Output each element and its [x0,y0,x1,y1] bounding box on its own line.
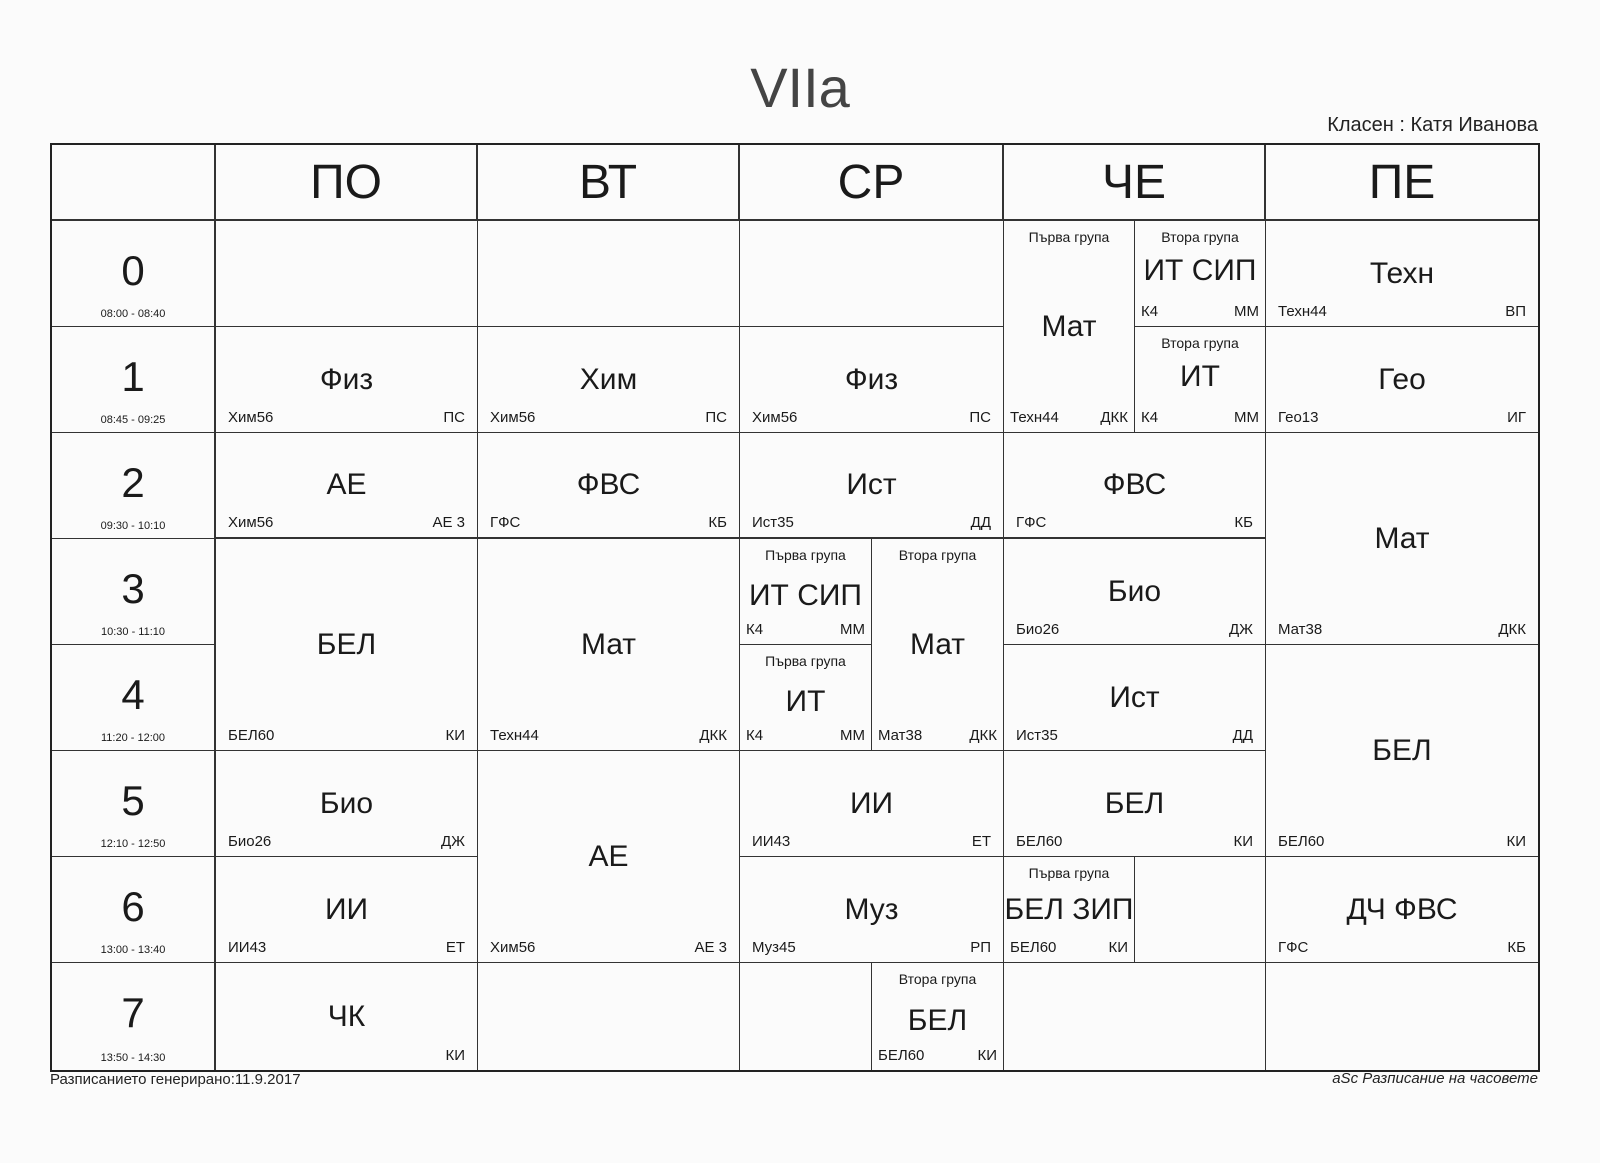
period-row-header [52,327,216,433]
lesson-subject: АЕ [588,839,629,873]
lesson-teacher: ПС [443,409,465,426]
day-header: СР [740,145,1004,221]
lesson-cell [478,327,740,433]
lesson-cell [216,327,478,433]
lesson-cell [740,433,1004,539]
lesson-room: ГФС [490,514,521,531]
lesson-teacher: КИ [977,1047,997,1064]
lesson-teacher: РП [970,939,991,956]
lesson-cell-group [740,539,872,645]
lesson-teacher: ЕТ [971,833,991,850]
period-row-header [52,963,216,1070]
lesson-room: Техн44 [490,727,539,744]
lesson-cell [478,751,740,963]
lesson-room: Техн44 [1010,409,1059,426]
lesson-cell-group [1135,327,1266,433]
lesson-teacher: ИГ [1507,409,1526,426]
lesson-teacher: ПС [969,409,991,426]
period-number: 3 [121,565,145,612]
lesson-cell [216,857,478,963]
lesson-room: БЕЛ60 [878,1047,925,1064]
lesson-room: ГФС [1016,514,1047,531]
lesson-teacher: ЕТ [445,939,465,956]
lesson-cell-group [1135,221,1266,327]
lesson-teacher: ДД [970,514,991,531]
period-number: 7 [121,989,145,1036]
lesson-teacher: ДЖ [1228,621,1253,638]
lesson-subject: АЕ [326,468,367,501]
lesson-cell [1004,645,1266,751]
lesson-cell [478,539,740,751]
lesson-teacher: КИ [1233,833,1253,850]
lesson-subject: Техн [1369,256,1435,290]
lesson-room: Хим56 [228,514,274,531]
lesson-subject: ЧК [327,999,366,1033]
lesson-teacher: ММ [1234,409,1259,426]
period-time: 13:50 - 14:30 [100,1052,166,1064]
lesson-room: Муз45 [752,939,796,956]
lesson-empty [1135,857,1266,963]
lesson-cell-group [1004,221,1135,433]
lesson-teacher: ДКК [1498,621,1526,638]
lesson-subject: Гео [1378,362,1426,396]
lesson-empty [478,221,740,327]
lesson-subject: БЕЛ ЗИП [1004,892,1134,926]
lesson-teacher: ММ [840,621,865,638]
lesson-cell [740,857,1004,963]
lesson-cell [740,327,1004,433]
lesson-teacher: ММ [840,727,865,744]
period-time: 12:10 - 12:50 [100,838,166,850]
lesson-room: Ист35 [752,514,794,531]
lesson-teacher: КБ [1234,514,1253,531]
lesson-room: Ист35 [1016,727,1058,744]
lesson-subject: ФВС [576,468,641,501]
lesson-teacher: КИ [445,1047,465,1064]
lesson-teacher: КИ [445,727,465,744]
lesson-cell [1266,221,1538,327]
lesson-teacher: ВП [1505,303,1526,320]
day-header: ПО [216,145,478,221]
lesson-cell [478,433,740,539]
lesson-room: БЕЛ60 [1010,939,1057,956]
lesson-room: Био26 [1016,621,1060,638]
lesson-cell [216,963,478,1070]
lesson-subject: ИТ [785,684,826,718]
period-number: 6 [121,883,145,930]
period-row-header [52,751,216,857]
lesson-teacher: АЕ 3 [432,514,465,531]
lesson-room: ГФС [1278,939,1309,956]
lesson-room: БЕЛ60 [1016,833,1063,850]
group-label: Първа група [765,547,846,563]
lesson-teacher: ДКК [699,727,727,744]
period-row-header [52,857,216,963]
lesson-subject: Ист [846,468,897,501]
lesson-cell-group [740,645,872,751]
lesson-room: К4 [1141,303,1159,320]
lesson-subject: ИТ СИП [748,578,862,612]
lesson-subject: ИТ [1180,360,1220,394]
lesson-cell [216,539,478,751]
class-title: VIIa [750,56,850,119]
lesson-empty [1266,963,1538,1070]
lesson-teacher: КИ [1108,939,1128,956]
lesson-teacher: КИ [1506,833,1526,850]
lesson-room: Мат38 [878,727,923,744]
lesson-cell [216,433,478,539]
lesson-subject: ФВС [1102,468,1167,501]
lesson-cell [1004,433,1266,539]
day-header: ВТ [478,145,740,221]
lesson-empty [478,963,740,1070]
corner-cell [52,145,216,221]
lesson-room: Гео13 [1278,409,1319,426]
lesson-subject: БЕЛ [1372,733,1432,767]
lesson-teacher: КБ [1507,939,1526,956]
group-label: Първа група [1028,865,1110,881]
period-row-header [52,433,216,539]
lesson-room: Био26 [228,833,272,850]
lesson-subject: Мат [1041,309,1097,343]
lesson-subject: Мат [909,627,966,661]
period-time: 13:00 - 13:40 [100,944,166,956]
day-header: ПЕ [1266,145,1538,221]
lesson-cell-group [872,963,1004,1070]
lesson-room: БЕЛ60 [1278,833,1325,850]
lesson-room: ИИ43 [752,833,791,850]
period-number: 4 [121,671,145,718]
lesson-room: Хим56 [752,409,798,426]
group-label: Втора група [1161,335,1239,351]
lesson-cell-group [872,539,1004,751]
lesson-cell [1266,327,1538,433]
timetable [50,143,1540,1072]
lesson-cell [740,751,1004,857]
period-time: 08:00 - 08:40 [100,308,166,320]
lesson-teacher: ДКК [1100,409,1128,426]
lesson-teacher: ММ [1234,303,1259,320]
period-time: 10:30 - 11:10 [100,626,165,638]
period-time: 08:45 - 09:25 [100,414,166,426]
lesson-room: К4 [746,727,764,744]
lesson-cell [1004,539,1266,645]
lesson-room: ИИ43 [228,939,267,956]
lesson-subject: Мат [1374,521,1430,555]
lesson-room: Хим56 [490,409,536,426]
lesson-room: Хим56 [490,939,536,956]
period-number: 0 [121,247,145,294]
lesson-subject: БЕЛ [1104,786,1165,820]
lesson-empty [1004,963,1266,1070]
lesson-room: Техн44 [1278,303,1327,320]
lesson-empty [740,221,1004,327]
lesson-cell [1266,857,1538,963]
lesson-subject: ИИ [324,892,369,926]
lesson-room: Хим56 [228,409,274,426]
brand-footer: aSc Разписание на часовете [1332,1070,1538,1087]
lesson-cell [1266,433,1538,645]
lesson-empty [740,963,872,1070]
lesson-teacher: ПС [705,409,727,426]
lesson-subject: БЕЛ [316,627,377,661]
period-row-header [52,645,216,751]
lesson-room: БЕЛ60 [228,727,275,744]
group-label: Първа група [765,653,846,669]
class-teacher: Класен : Катя Иванова [1327,114,1538,136]
group-label: Втора група [1161,229,1239,245]
period-row-header [52,221,216,327]
lesson-cell-group [1004,857,1135,963]
period-number: 5 [121,777,145,824]
lesson-subject: Мат [580,627,637,661]
lesson-room: Мат38 [1278,621,1323,638]
lesson-teacher: ДКК [969,727,997,744]
lesson-subject: Хим [579,362,638,396]
lesson-room: К4 [1141,409,1159,426]
group-label: Втора група [898,971,977,987]
period-number: 1 [121,353,145,400]
lesson-empty [216,221,478,327]
lesson-subject: ИТ СИП [1143,254,1257,288]
group-label: Първа група [1028,229,1110,245]
lesson-subject: Био [1107,574,1162,608]
lesson-subject: Ист [1109,680,1160,714]
lesson-subject: Физ [319,362,374,396]
lesson-subject: Био [319,786,374,820]
period-time: 09:30 - 10:10 [100,520,166,532]
lesson-teacher: ДД [1232,727,1253,744]
lesson-subject: ДЧ ФВС [1346,892,1458,926]
day-header: ЧЕ [1004,145,1266,221]
period-time: 11:20 - 12:00 [100,732,165,744]
period-number: 2 [121,459,145,506]
lesson-teacher: ДЖ [440,833,465,850]
lesson-cell [1004,751,1266,857]
lesson-subject: БЕЛ [907,1003,968,1037]
group-label: Втора група [898,547,977,563]
lesson-subject: Физ [844,362,899,396]
generated-date: Разписанието генерирано:11.9.2017 [50,1071,301,1088]
lesson-cell [1266,645,1538,857]
lesson-cell [216,751,478,857]
lesson-teacher: КБ [708,514,727,531]
lesson-room: К4 [746,621,764,638]
lesson-subject: Муз [844,892,899,926]
lesson-teacher: АЕ 3 [694,939,727,956]
lesson-subject: ИИ [849,786,894,820]
period-row-header [52,539,216,645]
